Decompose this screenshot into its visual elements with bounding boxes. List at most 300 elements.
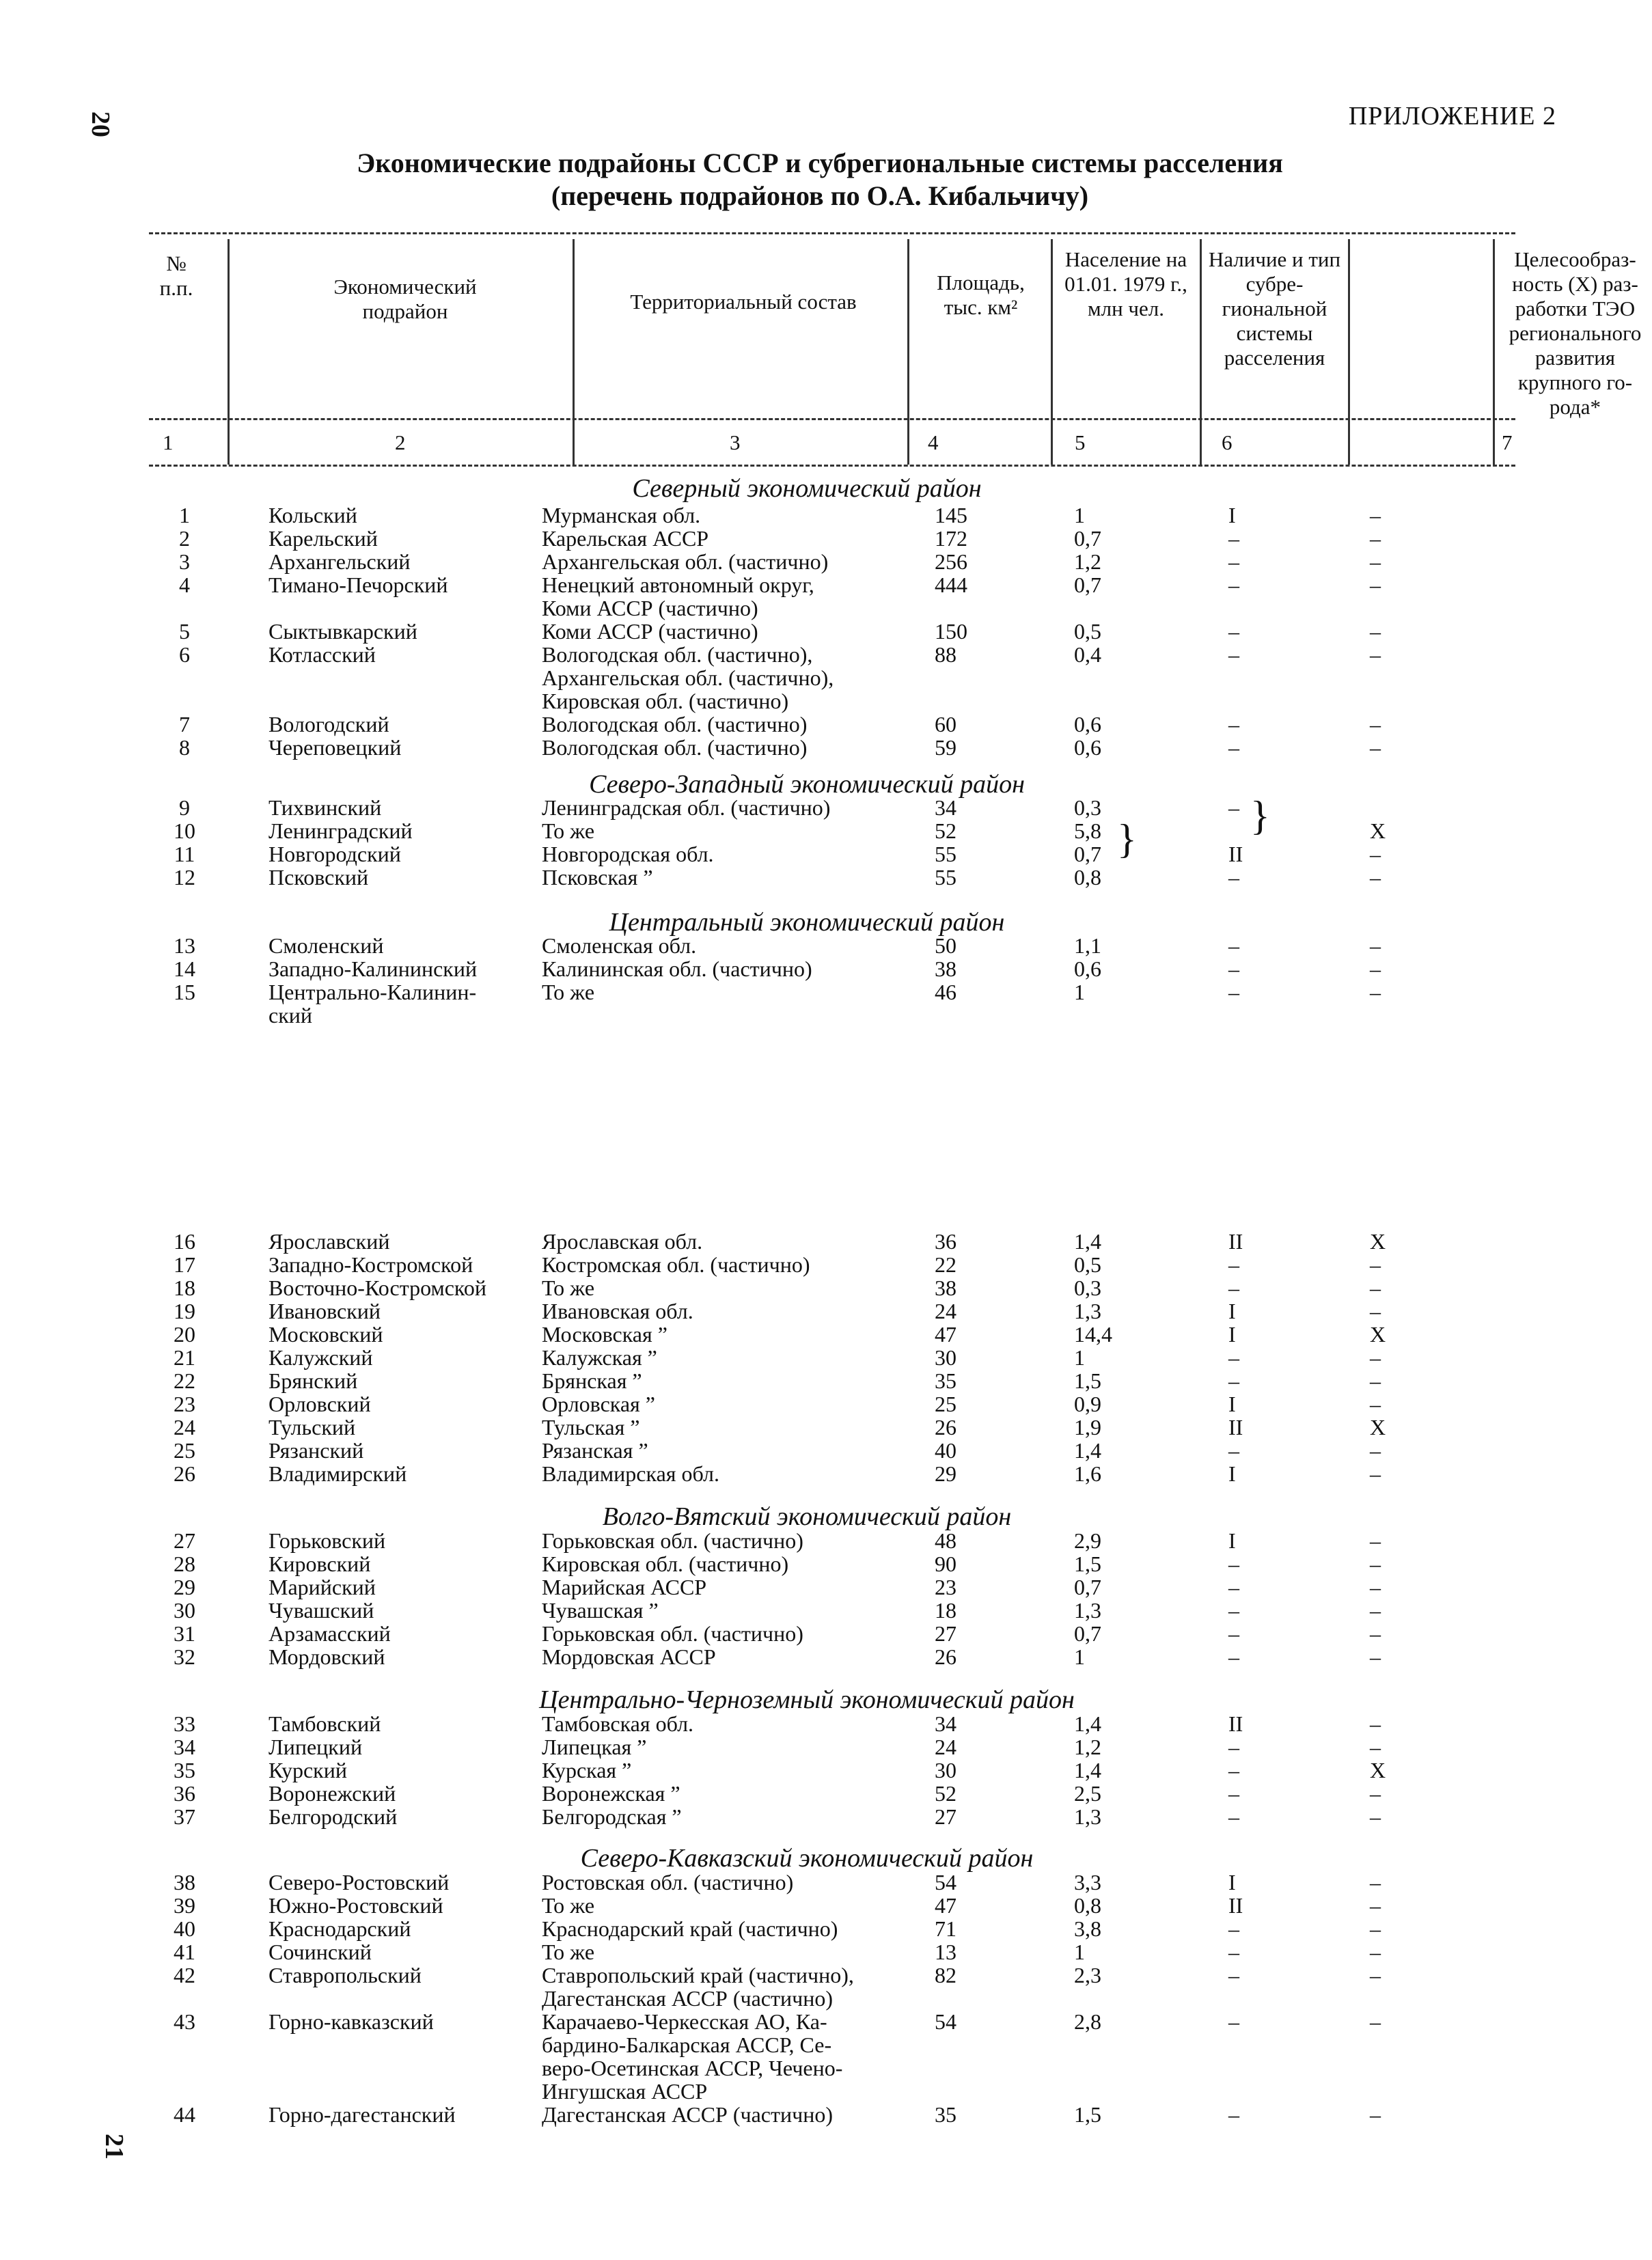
table-row xyxy=(0,2010,1614,2033)
cell-exp: – xyxy=(1370,1461,1381,1486)
cell-sys: – xyxy=(1228,1552,1239,1576)
cell-pop: 1 xyxy=(1074,1345,1085,1370)
cell-n: 40 xyxy=(174,1916,195,1941)
cell-comp: Брянская ” xyxy=(542,1368,642,1393)
cell-area: 40 xyxy=(935,1438,956,1463)
cell-n: 11 xyxy=(174,842,195,866)
cell-comp: Ингушская АССР xyxy=(542,2079,708,2104)
cell-name: Тульский xyxy=(269,1415,356,1439)
table-row xyxy=(0,957,1614,980)
cell-n: 22 xyxy=(174,1368,195,1393)
cell-pop: 1,4 xyxy=(1074,1438,1101,1463)
cell-area: 22 xyxy=(935,1252,956,1277)
cell-comp: Кировская обл. (частично) xyxy=(542,689,789,713)
cell-name: Калужский xyxy=(269,1345,373,1370)
cell-name: Западно-Калининский xyxy=(269,956,478,981)
region-title: Волго-Вятский экономический район xyxy=(602,1502,1012,1531)
cell-area: 52 xyxy=(935,818,956,843)
cell-name: Курский xyxy=(269,1758,347,1782)
cell-sys: – xyxy=(1228,1368,1239,1393)
header-population: Население на 01.01. 1979 г., млн чел. xyxy=(1064,247,1187,320)
table-row xyxy=(0,504,1614,527)
cell-comp: Владимирская обл. xyxy=(542,1461,719,1486)
cell-area: 38 xyxy=(935,1276,956,1300)
table-row xyxy=(0,1253,1614,1276)
cell-n: 15 xyxy=(174,980,195,1004)
cell-exp: – xyxy=(1370,619,1381,644)
cell-exp: X xyxy=(1370,818,1386,843)
page-number-top: 20 xyxy=(86,111,115,137)
cell-n: 12 xyxy=(174,865,195,890)
cell-exp: – xyxy=(1370,1711,1381,1736)
cell-comp: Дагестанская АССР (частично) xyxy=(542,2102,833,2127)
cell-name: Владимирский xyxy=(269,1461,407,1486)
table-row xyxy=(0,2080,1614,2103)
cell-name: Новгородский xyxy=(269,842,401,866)
cell-pop: 2,5 xyxy=(1074,1781,1101,1806)
cell-sys: II xyxy=(1228,1229,1243,1254)
cell-comp: Тульская ” xyxy=(542,1415,640,1439)
cell-pop: 0,7 xyxy=(1074,573,1101,597)
cell-comp: Псковская ” xyxy=(542,865,653,890)
cell-comp: Воронежская ” xyxy=(542,1781,680,1806)
cell-exp: – xyxy=(1370,1552,1381,1576)
cell-exp: – xyxy=(1370,549,1381,574)
cell-exp: – xyxy=(1370,1735,1381,1759)
table-row xyxy=(0,1599,1614,1622)
cell-name: Смоленский xyxy=(269,933,384,958)
cell-n: 42 xyxy=(174,1963,195,1987)
cell-pop: 0,8 xyxy=(1074,1893,1101,1918)
cell-exp: X xyxy=(1370,1322,1386,1347)
cell-area: 256 xyxy=(935,549,967,574)
cell-name: Вологодский xyxy=(269,712,389,736)
cell-exp: – xyxy=(1370,1575,1381,1599)
cell-comp: Чувашская ” xyxy=(542,1598,659,1623)
table-row xyxy=(0,1712,1614,1735)
cell-pop: 1 xyxy=(1074,1644,1085,1669)
col-num-2: 2 xyxy=(395,430,406,454)
cell-area: 54 xyxy=(935,2009,956,2034)
cell-pop: 0,4 xyxy=(1074,642,1101,667)
cell-name: Горно-кавказский xyxy=(269,2009,434,2034)
cell-comp: Рязанская ” xyxy=(542,1438,648,1463)
cell-exp: – xyxy=(1370,1963,1381,1987)
col-num-5: 5 xyxy=(1075,430,1086,454)
table-row xyxy=(0,1940,1614,1963)
cell-area: 25 xyxy=(935,1392,956,1416)
cell-pop: 1,6 xyxy=(1074,1461,1101,1486)
cell-area: 88 xyxy=(935,642,956,667)
table-row xyxy=(0,643,1614,666)
cell-pop: 3,3 xyxy=(1074,1870,1101,1894)
cell-n: 19 xyxy=(174,1299,195,1323)
cell-sys: II xyxy=(1228,1415,1243,1439)
cell-sys: I xyxy=(1228,1392,1236,1416)
cell-exp: – xyxy=(1370,842,1381,866)
cell-area: 24 xyxy=(935,1735,956,1759)
cell-comp: Архангельская обл. (частично) xyxy=(542,549,829,574)
cell-n: 25 xyxy=(174,1438,195,1463)
cell-name: Горно-дагестанский xyxy=(269,2102,456,2127)
cell-n: 31 xyxy=(174,1621,195,1646)
cell-sys: – xyxy=(1228,1735,1239,1759)
cell-sys: I xyxy=(1228,1461,1236,1486)
cell-comp: Новгородская обл. xyxy=(542,842,714,866)
cell-n: 43 xyxy=(174,2009,195,2034)
cell-n: 5 xyxy=(179,619,190,644)
table-row xyxy=(0,1645,1614,1668)
cell-pop: 1 xyxy=(1074,1940,1085,1964)
cell-area: 47 xyxy=(935,1893,956,1918)
cell-comp: Тамбовская обл. xyxy=(542,1711,694,1736)
cell-comp: Вологодская обл. (частично) xyxy=(542,735,808,760)
cell-area: 46 xyxy=(935,980,956,1004)
cell-exp: – xyxy=(1370,1644,1381,1669)
table-row xyxy=(0,1323,1614,1346)
table-row xyxy=(0,1622,1614,1645)
table-row xyxy=(0,1963,1614,1987)
cell-name: Ленинградский xyxy=(269,818,413,843)
cell-n: 7 xyxy=(179,712,190,736)
cell-pop: 1,3 xyxy=(1074,1804,1101,1829)
cell-comp: То же xyxy=(542,1940,595,1964)
cell-exp: – xyxy=(1370,1345,1381,1370)
cell-exp: X xyxy=(1370,1415,1386,1439)
cell-pop: 14,4 xyxy=(1074,1322,1112,1347)
cell-exp: – xyxy=(1370,1870,1381,1894)
cell-comp: Курская ” xyxy=(542,1758,632,1782)
cell-name: Кировский xyxy=(269,1552,371,1576)
cell-n: 34 xyxy=(174,1735,195,1759)
table-row xyxy=(0,1439,1614,1462)
cell-area: 59 xyxy=(935,735,956,760)
cell-area: 145 xyxy=(935,503,967,527)
cell-comp: Липецкая ” xyxy=(542,1735,647,1759)
region-title: Северный экономический район xyxy=(632,474,982,503)
cell-area: 18 xyxy=(935,1598,956,1623)
cell-pop: 1 xyxy=(1074,980,1085,1004)
header-expedient: Целесообраз-ность (X) раз-работки ТЭО регионального развития крупного го-рода* xyxy=(1509,247,1642,419)
cell-pop: 1 xyxy=(1074,503,1085,527)
cell-area: 26 xyxy=(935,1415,956,1439)
cell-area: 13 xyxy=(935,1940,956,1964)
cell-sys: – xyxy=(1228,933,1239,958)
cell-sys: – xyxy=(1228,735,1239,760)
cell-name: Сыктывкарский xyxy=(269,619,417,644)
appendix-label: ПРИЛОЖЕНИЕ 2 xyxy=(1348,102,1556,130)
cell-pop: 0,7 xyxy=(1074,842,1101,866)
cell-sys: – xyxy=(1228,795,1239,820)
cell-exp: X xyxy=(1370,1758,1386,1782)
table-row xyxy=(0,1987,1614,2010)
cell-area: 38 xyxy=(935,956,956,981)
col-num-1: 1 xyxy=(163,430,174,454)
header-area: Площадь, тыс. км² xyxy=(937,271,1025,319)
cell-area: 444 xyxy=(935,573,967,597)
page-number-bottom: 21 xyxy=(100,2134,128,2160)
table-row xyxy=(0,1276,1614,1299)
region-title: Северо-Западный экономический район xyxy=(589,770,1025,799)
cell-name: ский xyxy=(269,1003,312,1028)
cell-sys: – xyxy=(1228,642,1239,667)
table-header xyxy=(149,232,1642,468)
cell-pop: 1,2 xyxy=(1074,549,1101,574)
table-row xyxy=(0,1917,1614,1940)
cell-pop: 3,8 xyxy=(1074,1916,1101,1941)
cell-pop: 0,9 xyxy=(1074,1392,1101,1416)
cell-sys: – xyxy=(1228,956,1239,981)
cell-sys: I xyxy=(1228,1870,1236,1894)
cell-sys: I xyxy=(1228,1528,1236,1553)
cell-comp: Вологодская обл. (частично), xyxy=(542,642,813,667)
cell-exp: – xyxy=(1370,865,1381,890)
cell-exp: – xyxy=(1370,980,1381,1004)
cell-name: Брянский xyxy=(269,1368,358,1393)
cell-pop: 0,7 xyxy=(1074,526,1101,551)
cell-pop: 1,4 xyxy=(1074,1758,1101,1782)
cell-area: 48 xyxy=(935,1528,956,1553)
cell-comp: Ленинградская обл. (частично) xyxy=(542,795,831,820)
cell-n: 32 xyxy=(174,1644,195,1669)
cell-exp: – xyxy=(1370,2009,1381,2034)
cell-n: 8 xyxy=(179,735,190,760)
cell-n: 9 xyxy=(179,795,190,820)
cell-sys: II xyxy=(1228,842,1243,866)
cell-exp: – xyxy=(1370,1916,1381,1941)
cell-exp: – xyxy=(1370,1276,1381,1300)
cell-exp: – xyxy=(1370,1621,1381,1646)
cell-n: 20 xyxy=(174,1322,195,1347)
cell-comp: Марийская АССР xyxy=(542,1575,707,1599)
cell-n: 29 xyxy=(174,1575,195,1599)
cell-area: 34 xyxy=(935,795,956,820)
cell-pop: 1,4 xyxy=(1074,1229,1101,1254)
cell-pop: 1,1 xyxy=(1074,933,1101,958)
col-num-7: 7 xyxy=(1502,430,1513,454)
cell-n: 33 xyxy=(174,1711,195,1736)
cell-pop: 1,3 xyxy=(1074,1299,1101,1323)
cell-area: 50 xyxy=(935,933,956,958)
cell-exp: – xyxy=(1370,956,1381,981)
cell-exp: – xyxy=(1370,573,1381,597)
cell-comp: Коми АССР (частично) xyxy=(542,619,758,644)
col-num-3: 3 xyxy=(730,430,741,454)
cell-sys: – xyxy=(1228,619,1239,644)
table-row xyxy=(0,1894,1614,1917)
table-row xyxy=(0,2103,1614,2126)
table-row xyxy=(0,573,1614,596)
table-row xyxy=(0,796,1614,819)
cell-name: Северо-Ростовский xyxy=(269,1870,450,1894)
table-row xyxy=(0,1416,1614,1439)
cell-n: 26 xyxy=(174,1461,195,1486)
cell-comp: Краснодарский край (частично) xyxy=(542,1916,838,1941)
cell-sys: II xyxy=(1228,1711,1243,1736)
cell-name: Сочинский xyxy=(269,1940,372,1964)
cell-exp: – xyxy=(1370,642,1381,667)
cell-n: 2 xyxy=(179,526,190,551)
table-row xyxy=(0,819,1614,842)
cell-name: Центрально-Калинин- xyxy=(269,980,477,1004)
cell-area: 26 xyxy=(935,1644,956,1669)
brace-icon: } xyxy=(1117,816,1137,862)
cell-n: 27 xyxy=(174,1528,195,1553)
cell-comp: Ставропольский край (частично), xyxy=(542,1963,854,1987)
cell-sys: II xyxy=(1228,1893,1243,1918)
cell-n: 35 xyxy=(174,1758,195,1782)
table-row xyxy=(0,1782,1614,1805)
table-row xyxy=(0,1871,1614,1894)
brace-icon: } xyxy=(1250,793,1270,838)
cell-sys: – xyxy=(1228,980,1239,1004)
cell-area: 27 xyxy=(935,1621,956,1646)
cell-name: Мордовский xyxy=(269,1644,385,1669)
cell-pop: 1,2 xyxy=(1074,1735,1101,1759)
cell-comp: Костромская обл. (частично) xyxy=(542,1252,810,1277)
cell-sys: – xyxy=(1228,1963,1239,1987)
region-title: Центрально-Черноземный экономический район xyxy=(539,1685,1075,1714)
cell-exp: X xyxy=(1370,1229,1386,1254)
cell-area: 90 xyxy=(935,1552,956,1576)
cell-exp: – xyxy=(1370,1392,1381,1416)
table-row xyxy=(0,713,1614,736)
cell-sys: I xyxy=(1228,1322,1236,1347)
cell-sys: – xyxy=(1228,1438,1239,1463)
cell-name: Чувашский xyxy=(269,1598,374,1623)
header-system: Наличие и тип субре-гиональной системы расселения xyxy=(1208,247,1341,370)
cell-sys: – xyxy=(1228,1276,1239,1300)
cell-sys: – xyxy=(1228,1804,1239,1829)
cell-exp: – xyxy=(1370,1781,1381,1806)
cell-area: 54 xyxy=(935,1870,956,1894)
cell-comp: Ярославская обл. xyxy=(542,1229,703,1254)
cell-comp: То же xyxy=(542,1276,595,1300)
cell-n: 37 xyxy=(174,1804,195,1829)
cell-sys: – xyxy=(1228,1758,1239,1782)
cell-name: Кольский xyxy=(269,503,357,527)
cell-comp: Ненецкий автономный округ, xyxy=(542,573,814,597)
table-row xyxy=(0,2056,1614,2080)
cell-name: Тихвинский xyxy=(269,795,382,820)
cell-area: 47 xyxy=(935,1322,956,1347)
cell-pop: 0,5 xyxy=(1074,1252,1101,1277)
cell-comp: Московская ” xyxy=(542,1322,667,1347)
cell-sys: – xyxy=(1228,865,1239,890)
cell-pop: 0,8 xyxy=(1074,865,1101,890)
cell-exp: – xyxy=(1370,933,1381,958)
cell-comp: Мордовская АССР xyxy=(542,1644,716,1669)
cell-comp: бардино-Балкарская АССР, Се- xyxy=(542,2032,832,2057)
cell-area: 82 xyxy=(935,1963,956,1987)
cell-area: 71 xyxy=(935,1916,956,1941)
table-row xyxy=(0,1346,1614,1369)
cell-exp: – xyxy=(1370,735,1381,760)
cell-sys: – xyxy=(1228,549,1239,574)
cell-n: 13 xyxy=(174,933,195,958)
col-num-6: 6 xyxy=(1222,430,1233,454)
table-row xyxy=(0,689,1614,713)
cell-exp: – xyxy=(1370,1252,1381,1277)
cell-name: Липецкий xyxy=(269,1735,363,1759)
cell-area: 30 xyxy=(935,1758,956,1782)
cell-name: Орловский xyxy=(269,1392,371,1416)
cell-name: Марийский xyxy=(269,1575,376,1599)
cell-name: Белгородский xyxy=(269,1804,398,1829)
cell-sys: – xyxy=(1228,1621,1239,1646)
cell-name: Череповецкий xyxy=(269,735,402,760)
cell-sys: – xyxy=(1228,1916,1239,1941)
cell-exp: – xyxy=(1370,1438,1381,1463)
cell-exp: – xyxy=(1370,503,1381,527)
table-row xyxy=(0,1735,1614,1759)
cell-pop: 0,5 xyxy=(1074,619,1101,644)
cell-pop: 0,7 xyxy=(1074,1575,1101,1599)
cell-area: 55 xyxy=(935,842,956,866)
table-row xyxy=(0,934,1614,957)
cell-exp: – xyxy=(1370,712,1381,736)
table-row xyxy=(0,866,1614,889)
table-row xyxy=(0,550,1614,573)
cell-sys: – xyxy=(1228,1598,1239,1623)
cell-pop: 5,8 xyxy=(1074,818,1101,843)
table-row xyxy=(0,596,1614,620)
cell-comp: Дагестанская АССР (частично) xyxy=(542,1986,833,2011)
cell-name: Краснодарский xyxy=(269,1916,411,1941)
region-title: Центральный экономический район xyxy=(609,908,1005,937)
cell-area: 52 xyxy=(935,1781,956,1806)
table-row xyxy=(0,527,1614,550)
cell-sys: – xyxy=(1228,1940,1239,1964)
cell-pop: 1,4 xyxy=(1074,1711,1101,1736)
cell-comp: Смоленская обл. xyxy=(542,933,697,958)
cell-name: Московский xyxy=(269,1322,383,1347)
cell-name: Котласский xyxy=(269,642,376,667)
cell-pop: 1,5 xyxy=(1074,1368,1101,1393)
cell-comp: Карачаево-Черкесская АО, Ка- xyxy=(542,2009,827,2034)
cell-comp: Ростовская обл. (частично) xyxy=(542,1870,794,1894)
cell-comp: Ивановская обл. xyxy=(542,1299,693,1323)
table-row xyxy=(0,842,1614,866)
cell-area: 55 xyxy=(935,865,956,890)
cell-sys: – xyxy=(1228,1781,1239,1806)
cell-comp: Белгородская ” xyxy=(542,1804,682,1829)
cell-exp: – xyxy=(1370,526,1381,551)
cell-name: Арзамасский xyxy=(269,1621,391,1646)
table-row xyxy=(0,1575,1614,1599)
table-row xyxy=(0,1462,1614,1485)
cell-pop: 2,8 xyxy=(1074,2009,1101,2034)
cell-pop: 0,7 xyxy=(1074,1621,1101,1646)
cell-n: 4 xyxy=(179,573,190,597)
table-row xyxy=(0,980,1614,1004)
cell-pop: 2,9 xyxy=(1074,1528,1101,1553)
table-row xyxy=(0,1004,1614,1027)
cell-n: 21 xyxy=(174,1345,195,1370)
table-row xyxy=(0,1805,1614,1828)
cell-pop: 0,6 xyxy=(1074,712,1101,736)
cell-n: 24 xyxy=(174,1415,195,1439)
cell-pop: 0,3 xyxy=(1074,1276,1101,1300)
table-row xyxy=(0,2033,1614,2056)
cell-n: 38 xyxy=(174,1870,195,1894)
cell-comp: Горьковская обл. (частично) xyxy=(542,1621,803,1646)
cell-n: 39 xyxy=(174,1893,195,1918)
cell-sys: – xyxy=(1228,573,1239,597)
cell-n: 14 xyxy=(174,956,195,981)
cell-name: Тимано-Печорский xyxy=(269,573,448,597)
cell-n: 23 xyxy=(174,1392,195,1416)
